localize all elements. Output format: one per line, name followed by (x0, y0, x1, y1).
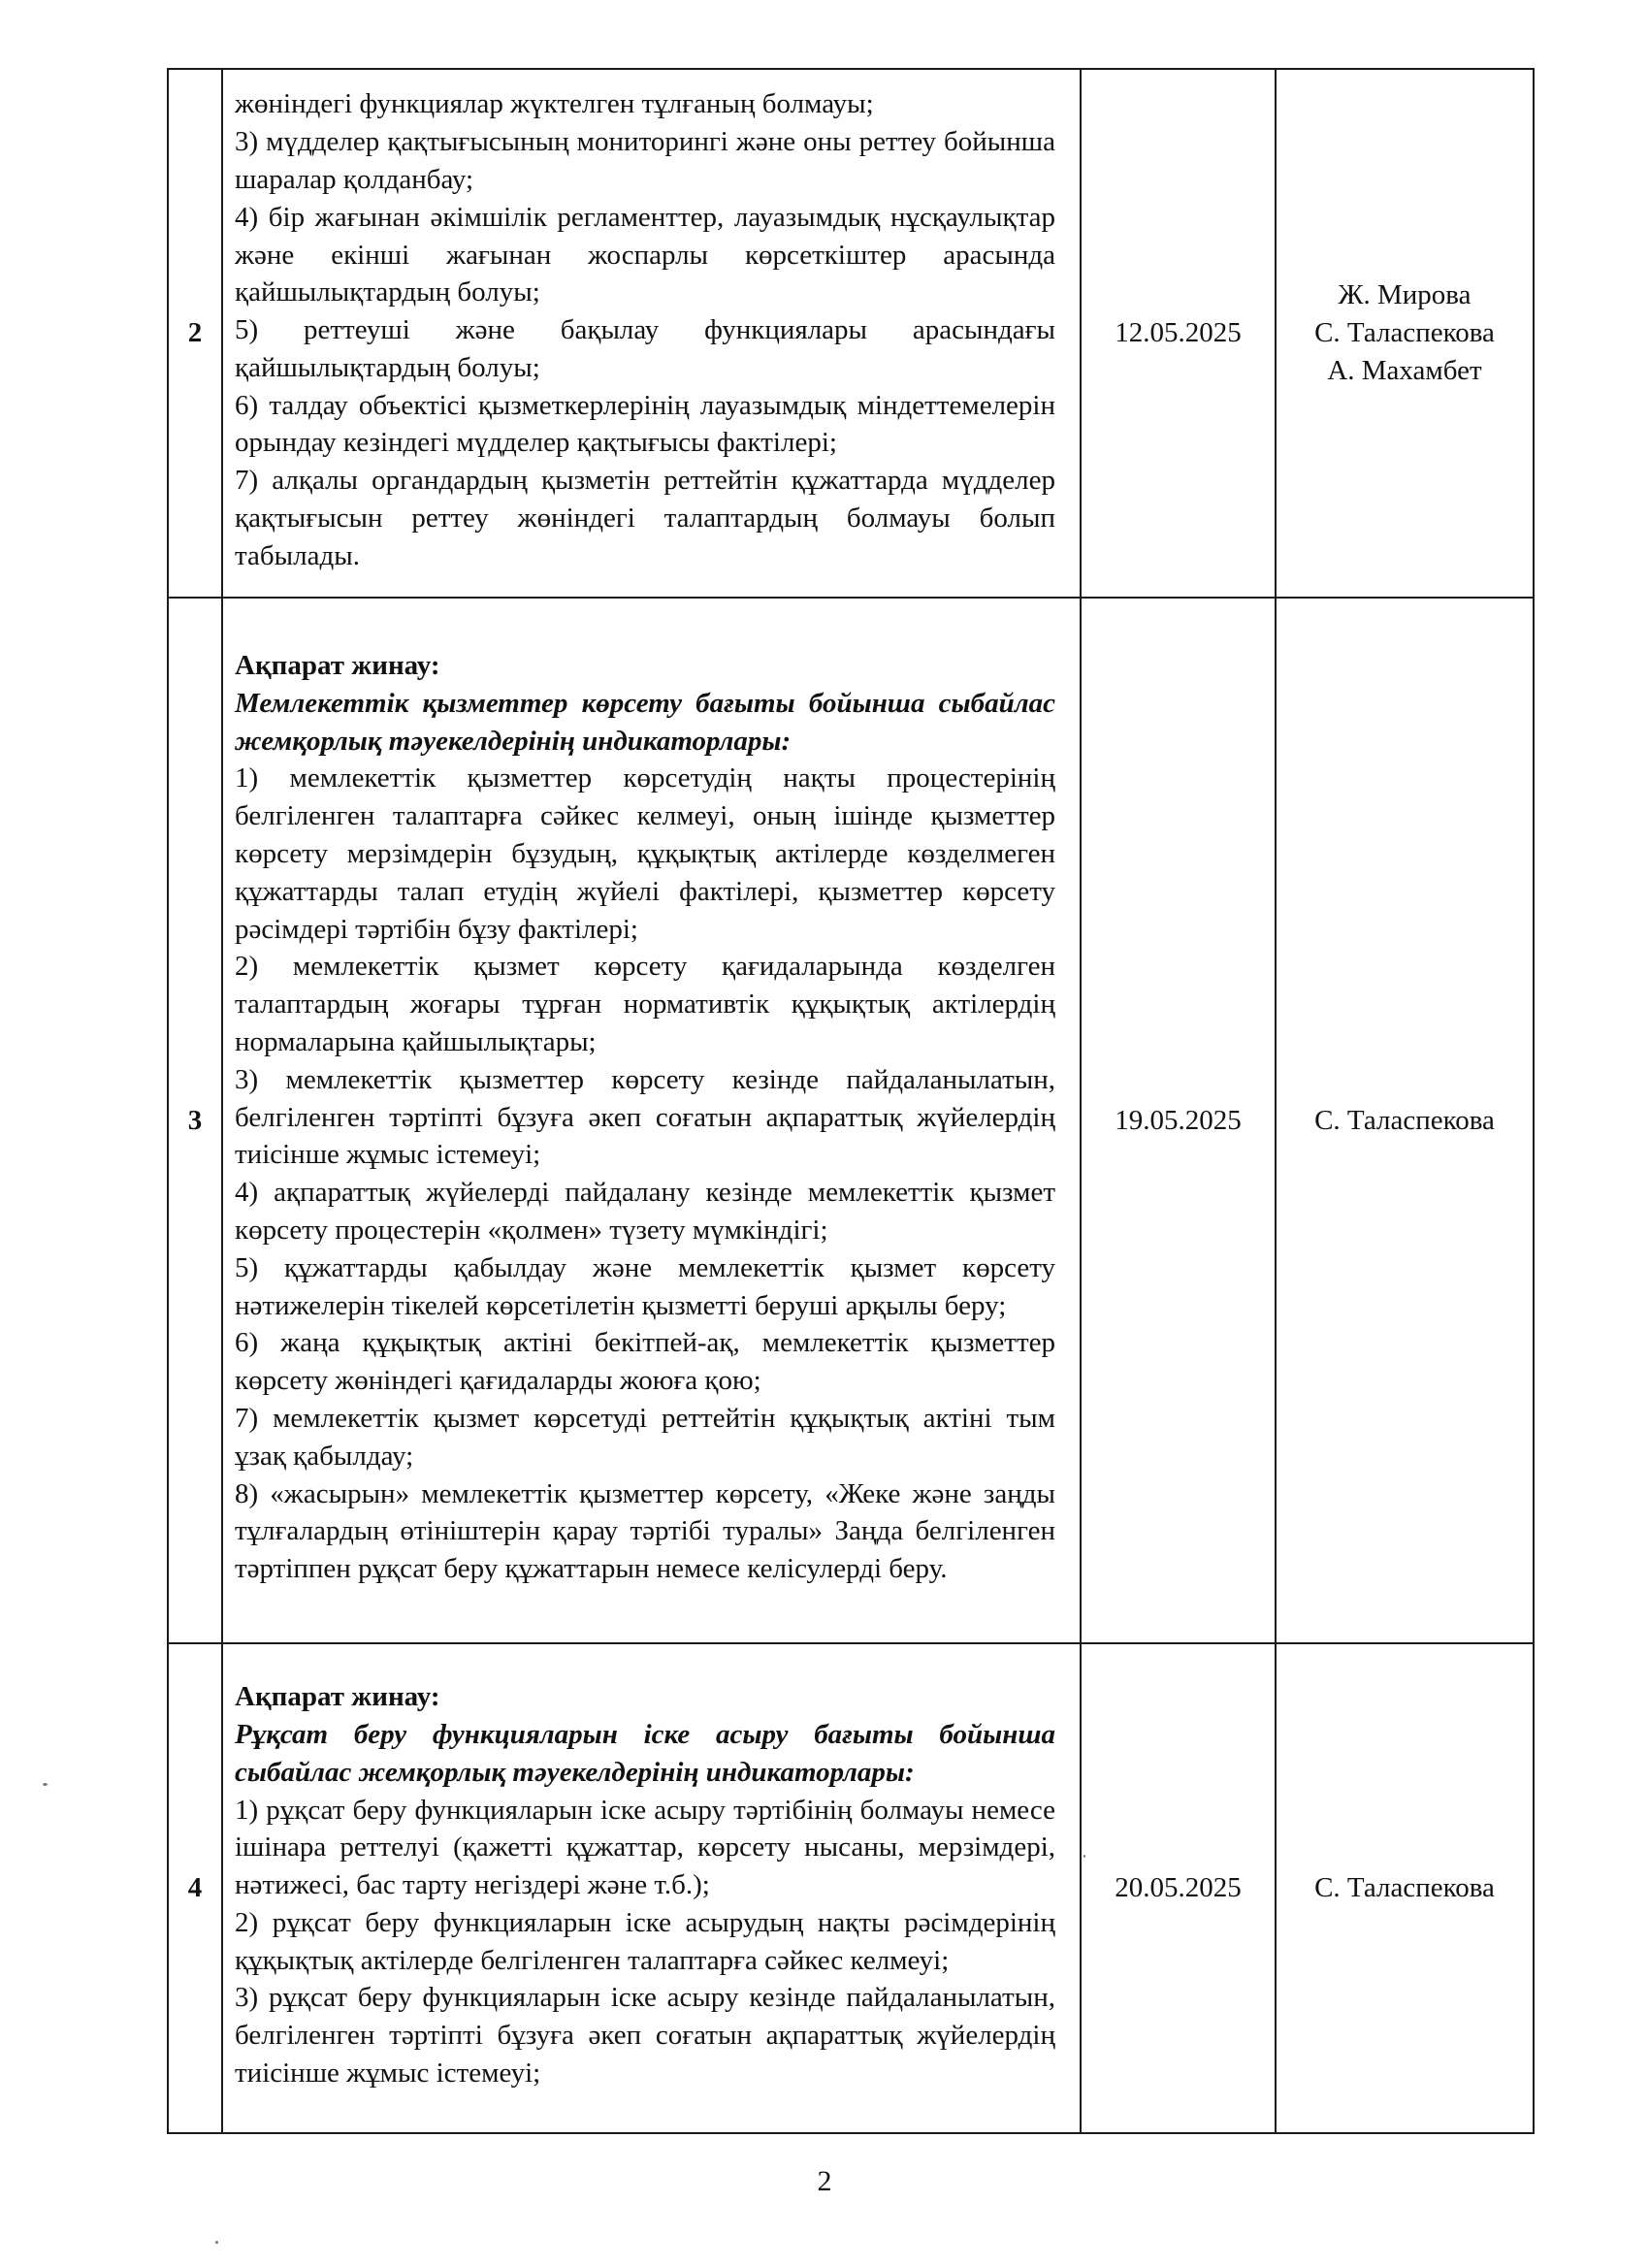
list-item: 4) бір жағынан әкімшілік регламенттер, лауазымдық нұсқаулықтар және екінші жағынан жоспарлы көрсеткіштер арасында қайшылықтардың болуы; (235, 201, 1055, 308)
section-subheading: Мемлекеттік қызметтер көрсету бағыты бойынша сыбайлас жемқорлық тәуекелдерінің индикаторлары: (235, 687, 1055, 757)
list-item: 4) ақпараттық жүйелерді пайдалану кезінде мемлекеттік қызмет көрсету процестерін «қолмен» түзету мүмкіндігі; (235, 1177, 1055, 1246)
page-number: 2 (817, 2165, 832, 2197)
list-item: 1) рұқсат беру функцияларын іске асыру тәртібінің болмауы немесе ішінара реттелуі (қажетті құжаттар, көрсету нысаны, мерзімдері, нәтижесі, бас тарту негіздері және т.б.); (235, 1794, 1055, 1901)
list-item: 5) құжаттарды қабылдау және мемлекеттік қызмет көрсету нәтижелерін тікелей көрсетілетін қызметті беруші арқылы беру; (235, 1251, 1055, 1321)
row-content (222, 69, 1081, 598)
table-row (168, 1643, 1534, 2133)
row-date: 19.05.2025 (1081, 598, 1276, 1643)
list-item: 6) жаңа құқықтық актіні бекітпей-ақ, мемлекеттік қызметтер көрсету жөніндегі қағидаларды жоюға қою; (235, 1327, 1055, 1397)
list-item: 2) рұқсат беру функцияларын іске асырудың нақты рәсімдерінің құқықтық актілерде белгіленген талаптарға сәйкес келмеуі; (235, 1906, 1055, 1976)
list-item: жөніндегі функциялар жүктелген тұлғаның болмауы; (235, 88, 874, 120)
scan-speck (215, 2241, 218, 2244)
responsible-person: С. Таласпекова (1314, 317, 1495, 349)
list-item: 2) мемлекеттік қызмет көрсету қағидаларында көзделген талаптардың жоғары тұрған нормативтік құқықтық актілердің нормаларына қайшылықтары; (235, 951, 1055, 1057)
scan-speck (1083, 1855, 1085, 1858)
row-number: 2 (168, 69, 222, 598)
responsible-person: С. Таласпекова (1314, 1104, 1495, 1136)
table-row (168, 598, 1534, 1643)
row-responsible (1276, 598, 1534, 1643)
list-item: 7) мемлекеттік қызмет көрсетуді реттейтін құқықтық актіні тым ұзақ қабылдау; (235, 1402, 1055, 1472)
table-row (168, 69, 1534, 598)
row-responsible (1276, 1643, 1534, 2133)
list-item: 3) рұқсат беру функцияларын іске асыру кезінде пайдаланылатын, белгіленген тәртіпті бұзуға әкеп соғатын ақпараттық жүйелердің тиісінше жұмыс істемеуі; (235, 1982, 1055, 2090)
row-number: 3 (168, 598, 222, 1643)
responsible-person: А. Махамбет (1327, 354, 1482, 386)
section-heading: Ақпарат жинау: (235, 650, 440, 682)
scan-speck (43, 1783, 48, 1786)
row-content (222, 1643, 1081, 2133)
list-item: 3) мемлекеттік қызметтер көрсету кезінде пайдаланылатын, белгіленген тәртіпті бұзуға әкеп соғатын ақпараттық жүйелердің тиісінше жұмыс істемеуі; (235, 1063, 1055, 1171)
list-item: 6) талдау объектісі қызметкерлерінің лауазымдық міндеттемелерін орындау кезіндегі мүдделер қақтығысы фактілері; (235, 389, 1055, 459)
plan-table (167, 68, 1535, 2134)
row-content (222, 598, 1081, 1643)
list-item: 1) мемлекеттік қызметтер көрсетудің нақты процестерінің белгіленген талаптарға сәйкес келмеуі, оның ішінде қызметтер көрсету мерзімдерін бұзудың, құқықтық актілерде көзделмеген құжаттарды талап етудің жүйелі фактілері, қызметтер көрсету рәсімдері тәртібін бұзу фактілері; (235, 762, 1055, 945)
row-date: 20.05.2025 (1081, 1643, 1276, 2133)
responsible-person: С. Таласпекова (1314, 1872, 1495, 1904)
list-item: 8) «жасырын» мемлекеттік қызметтер көрсету, «Жеке және заңды тұлғалардың өтініштерін қарау тәртібі туралы» Заңда белгіленген тәртіппен рұқсат беру құжаттарын немесе келісулерді беру. (235, 1477, 1055, 1585)
section-heading: Ақпарат жинау: (235, 1681, 440, 1713)
responsible-person: Ж. Мирова (1338, 279, 1471, 311)
row-responsible (1276, 69, 1534, 598)
section-subheading: Рұқсат беру функцияларын іске асыру бағыты бойынша сыбайлас жемқорлық тәуекелдерінің индикаторлары: (235, 1718, 1055, 1788)
list-item: 3) мүдделер қақтығысының мониторингі және оны реттеу бойынша шаралар қолданбау; (235, 126, 1055, 195)
row-date: 12.05.2025 (1081, 69, 1276, 598)
list-item: 7) алқалы органдардың қызметін реттейтін құжаттарда мүдделер қақтығысын реттеу жөніндегі талаптардың болмауы болып табылады. (235, 465, 1055, 571)
list-item: 5) реттеуші және бақылау функциялары арасындағы қайшылықтардың болуы; (235, 314, 1055, 383)
row-number: 4 (168, 1643, 222, 2133)
